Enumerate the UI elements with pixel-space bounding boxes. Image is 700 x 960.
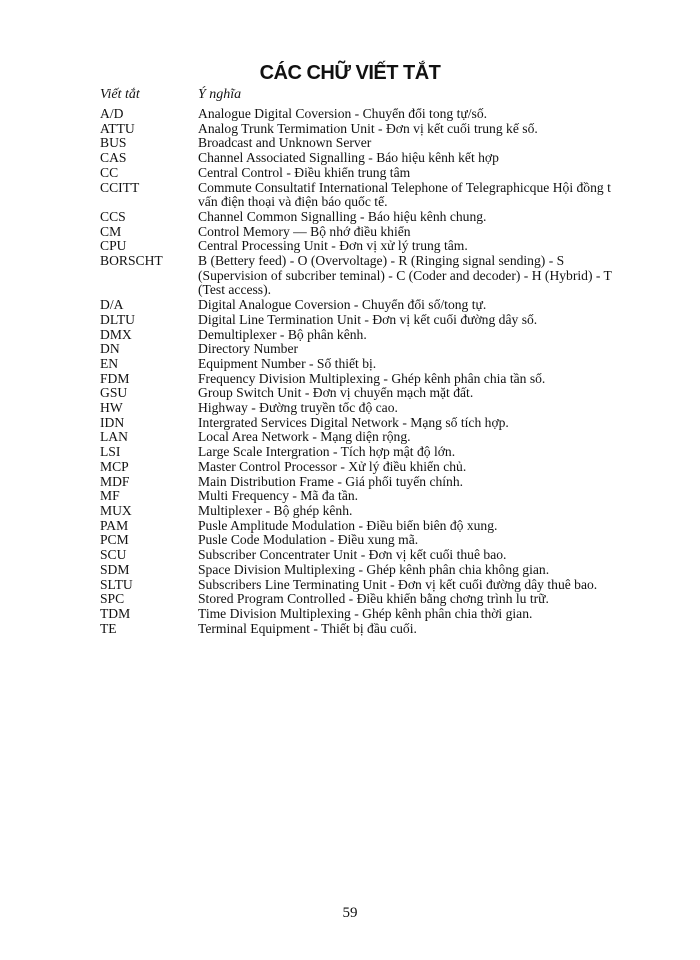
list-item: [0, 416, 700, 431]
list-item: [0, 430, 700, 445]
list-item: [0, 181, 700, 210]
abbreviation: DMX: [100, 326, 132, 342]
abbreviation: LAN: [100, 429, 128, 445]
list-item: [0, 239, 700, 254]
abbreviation: D/A: [100, 297, 124, 313]
abbreviation-meaning: Analog Trunk Termimation Unit - Đơn vị kết cuối trung kế số.: [198, 120, 538, 136]
abbreviation: SCU: [100, 547, 127, 563]
abbreviation: SPC: [100, 591, 125, 607]
abbreviation-meaning: Commute Consultatif International Telephone of Telegraphicque Hội đồng t vấn điện thoại và điện báo quốc tế.: [198, 179, 611, 210]
abbreviation-meaning: Broadcast and Unknown Server: [198, 135, 372, 151]
abbreviation-meaning: Intergrated Services Digital Network - Mạng số tích hợp.: [198, 414, 509, 430]
abbreviation: CAS: [100, 150, 127, 166]
abbreviation: ATTU: [100, 120, 135, 136]
list-item: [0, 445, 700, 460]
column-header-meaning: Ý nghĩa: [198, 87, 242, 102]
abbreviation: CCITT: [100, 179, 140, 195]
abbreviation-meaning: Stored Program Controlled - Điều khiển bằng chơng trình lu trữ.: [198, 591, 549, 607]
abbreviation: SLTU: [100, 576, 133, 592]
abbreviation: CCS: [100, 208, 126, 224]
list-item: [0, 254, 700, 298]
list-item: [0, 519, 700, 534]
abbreviation-meaning: Subscribers Line Terminating Unit - Đơn vị kết cuối đường dây thuê bao.: [198, 576, 598, 592]
abbreviation-meaning: Local Area Network - Mạng diện rộng.: [198, 429, 411, 445]
abbreviation: MCP: [100, 458, 129, 474]
page-number: 59: [342, 905, 358, 921]
abbreviation-meaning: Channel Common Signalling - Báo hiệu kênh chung.: [198, 208, 487, 224]
abbreviation-meaning: Subscriber Concentrater Unit - Đơn vị kết cuối thuê bao.: [198, 547, 507, 563]
abbreviation-meaning: Equipment Number - Số thiết bị.: [198, 355, 377, 371]
list-item: [0, 563, 700, 578]
list-item: [0, 578, 700, 593]
abbreviation-meaning: Pusle Amplitude Modulation - Điều biến biên độ xung.: [198, 517, 498, 533]
list-item: [0, 386, 700, 401]
abbreviation: FDM: [100, 370, 130, 386]
list-item: [0, 607, 700, 622]
abbreviation: A/D: [100, 106, 124, 121]
column-header-abbreviation: Viết tắt: [100, 87, 140, 102]
abbreviation-meaning: Space Division Multiplexing - Ghép kênh phân chia không gian.: [198, 561, 550, 577]
abbreviation-meaning: Pusle Code Modulation - Điều xung mã.: [198, 532, 419, 548]
abbreviation-list: [0, 107, 700, 636]
list-item: [0, 475, 700, 490]
abbreviation-meaning: Directory Number: [198, 341, 299, 357]
list-item: [0, 357, 700, 372]
abbreviation: GSU: [100, 385, 128, 401]
list-item: [0, 460, 700, 475]
abbreviation: DN: [100, 341, 120, 357]
abbreviation-meaning: Multiplexer - Bộ ghép kênh.: [198, 502, 353, 518]
abbreviation-meaning: Central Control - Điều khiển trung tâm: [198, 164, 411, 180]
list-item: [0, 533, 700, 548]
abbreviation: PAM: [100, 517, 129, 533]
abbreviation-meaning: Central Processing Unit - Đơn vị xử lý trung tâm.: [198, 238, 468, 254]
abbreviation-meaning: Multi Frequency - Mã đa tần.: [198, 488, 359, 504]
page-title: CÁC CHỮ VIẾT TẮT: [259, 62, 441, 84]
abbreviation: TE: [100, 620, 117, 636]
abbreviation: DLTU: [100, 311, 135, 327]
abbreviation: MDF: [100, 473, 130, 489]
abbreviation: CC: [100, 164, 119, 180]
list-item: [0, 401, 700, 416]
abbreviation: SDM: [100, 561, 130, 577]
abbreviation-meaning: Analogue Digital Coversion - Chuyển đổi tong tự/số.: [198, 106, 488, 121]
abbreviation-meaning: Group Switch Unit - Đơn vị chuyển mạch mặt đất.: [198, 385, 474, 401]
abbreviation-meaning: Frequency Division Multiplexing - Ghép kênh phân chia tần số.: [198, 370, 546, 386]
abbreviation-meaning: Large Scale Intergration - Tích hợp mật độ lớn.: [198, 444, 456, 460]
abbreviation: BORSCHT: [100, 253, 163, 269]
list-item: [0, 107, 700, 122]
abbreviation-meaning: Terminal Equipment - Thiết bị đầu cuối.: [198, 620, 417, 636]
abbreviation: BUS: [100, 135, 127, 151]
list-item: [0, 328, 700, 343]
list-item: [0, 372, 700, 387]
list-item: [0, 592, 700, 607]
abbreviation: CPU: [100, 238, 127, 254]
abbreviation-meaning: Main Distribution Frame - Giá phối tuyến chính.: [198, 473, 464, 489]
abbreviation-meaning: Channel Associated Signalling - Báo hiệu kênh kết hợp: [198, 150, 499, 166]
list-item: [0, 225, 700, 240]
abbreviation-meaning: Highway - Đường truyền tốc độ cao.: [198, 400, 398, 416]
abbreviation-meaning: B (Bettery feed) - O (Overvoltage) - R (Ringing signal sending) - S (Supervision of subcriber teminal) - C (Coder and decoder) - H (Hybrid) - T (Test access).: [198, 253, 612, 298]
abbreviation-meaning: Control Memory — Bộ nhớ điều khiển: [198, 223, 411, 239]
list-item: [0, 548, 700, 563]
list-item: [0, 210, 700, 225]
list-item: [0, 504, 700, 519]
list-item: [0, 122, 700, 137]
list-item: [0, 489, 700, 504]
abbreviation: LSI: [100, 444, 121, 460]
list-item: [0, 166, 700, 181]
abbreviation: HW: [100, 400, 123, 416]
abbreviation: EN: [100, 355, 119, 371]
abbreviation-meaning: Time Division Multiplexing - Ghép kênh phân chia thời gian.: [198, 605, 533, 621]
list-item: [0, 313, 700, 328]
abbreviation-meaning: Digital Line Termination Unit - Đơn vị kết cuối đường dây số.: [198, 311, 538, 327]
list-item: [0, 298, 700, 313]
abbreviation-meaning: Demultiplexer - Bộ phân kênh.: [198, 326, 367, 342]
abbreviation-meaning: Digital Analogue Coversion - Chuyển đổi số/tong tự.: [198, 297, 487, 313]
abbreviation: MUX: [100, 502, 132, 518]
abbreviation: IDN: [100, 414, 125, 430]
abbreviation: CM: [100, 223, 122, 239]
abbreviation: PCM: [100, 532, 129, 548]
list-item: [0, 622, 700, 637]
list-item: [0, 136, 700, 151]
abbreviation-meaning: Master Control Processor - Xử lý điều khiển chủ.: [198, 458, 467, 474]
abbreviation: TDM: [100, 605, 131, 621]
abbreviation: MF: [100, 488, 120, 504]
list-item: [0, 342, 700, 357]
list-item: [0, 151, 700, 166]
